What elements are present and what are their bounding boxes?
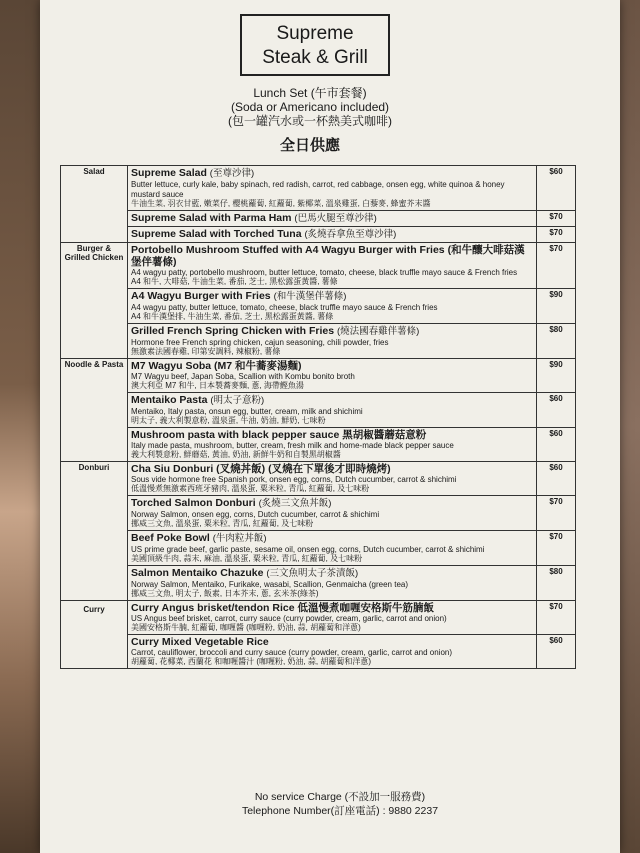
item-price: $80 — [537, 565, 576, 600]
lunch-set-info — [160, 86, 460, 128]
service-charge-note: No service Charge (不設加一服務費) — [254, 791, 426, 803]
item-desc: Carrot, cauliflower, broccoli and curry sauce (curry powder, cream, garlic, carrot and onion) — [131, 647, 453, 657]
item-name: A4 Wagyu Burger with Fries (和牛漢堡伴薯條) — [131, 289, 347, 302]
menu-row — [61, 226, 576, 242]
menu-item — [128, 565, 537, 600]
item-name: Mentaiko Pasta (明太子意粉) — [131, 393, 265, 406]
item-desc: A4 wagyu patty, butter lettuce, tomato, cheese, black truffle mayo sauce & French fries — [131, 302, 438, 312]
menu-row — [61, 210, 576, 226]
item-price: $70 — [537, 226, 576, 242]
item-name: Cha Siu Donburi (叉燒丼飯) (叉燒在下單後才即時燒烤) — [131, 462, 391, 475]
restaurant-name-line2: Steak & Grill — [262, 47, 368, 68]
item-desc-zh: 美國頂級牛肉, 蒜末, 麻油, 溫泉蛋, 粟米粒, 青瓜, 紅蘿蔔, 及七味粉 — [131, 554, 363, 563]
menu-item — [128, 323, 537, 358]
item-desc: A4 wagyu patty, portobello mushroom, butter lettuce, tomato, cheese, black truffle mayo sauce & French fries — [131, 267, 518, 277]
category-noodle: Noodle & Pasta — [61, 358, 128, 461]
item-desc-zh: 牛油生菜, 羽衣甘藍, 嫩菜仔, 櫻桃蘿蔔, 紅蘿蔔, 紫椰菜, 溫泉雞蛋, 白藜麥, 蜂蜜芥末醬 — [131, 199, 431, 208]
item-desc-zh: 明太子, 義大利製意粉, 溫泉蛋, 牛油, 奶油, 鮮奶, 七味粉 — [131, 416, 326, 425]
item-desc-zh: 胡蘿蔔, 花椰菜, 西蘭花 和咖喱醬汁 (咖喱粉, 奶油, 蒜, 胡蘿蔔和洋蔥) — [131, 657, 371, 666]
menu-item — [128, 634, 537, 668]
menu-item — [128, 600, 537, 634]
item-name: Torched Salmon Donburi (炙燒三文魚丼飯) — [131, 496, 332, 509]
item-desc-zh: 無激素法國春雞, 印第安調料, 辣椒粉, 薯條 — [131, 347, 281, 356]
item-price: $60 — [537, 461, 576, 495]
menu-item — [128, 358, 537, 392]
item-desc-zh: 義大利製意粉, 鮮蘑菇, 黃油, 奶油, 新鮮牛奶和自製黑胡椒醬 — [131, 450, 341, 459]
menu-item — [128, 242, 537, 288]
item-price: $60 — [537, 634, 576, 668]
item-desc-zh: 澳大利亞 M7 和牛, 日本製蕎麥麵, 蔥, 海帶鰹魚湯 — [131, 381, 304, 390]
item-desc: US prime grade beef, garlic paste, sesame oil, onsen egg, corns, Dutch cucumber, carrot & shichimi — [131, 544, 485, 554]
item-price: $60 — [537, 427, 576, 461]
lunch-set-drink-zh: (包一罐汽水或一杯熱美式咖啡) — [228, 114, 392, 128]
item-name: Salmon Mentaiko Chazuke (三文魚明太子茶漬飯) — [131, 566, 359, 579]
item-desc: Hormone free French spring chicken, cajun seasoning, chili powder, fries — [131, 337, 389, 347]
item-desc: Butter lettuce, curly kale, baby spinach, red radish, carrot, red cabbage, onsen egg, white quinoa & honey mustard sauce — [131, 180, 505, 199]
item-desc: Norway Salmon, onsen egg, corns, Dutch cucumber, carrot & shichimi — [131, 509, 380, 519]
item-name: Supreme Salad (至尊沙律) — [131, 167, 255, 179]
menu-row — [61, 427, 576, 461]
item-price: $70 — [537, 210, 576, 226]
telephone-number: Telephone Number(訂座電話) : 9880 2237 — [241, 805, 439, 817]
item-desc-zh: 美國安格斯牛腩, 紅蘿蔔, 咖喱醬 (咖喱粉, 奶油, 蒜, 胡蘿蔔和洋蔥) — [131, 623, 361, 632]
category-donburi: Donburi — [61, 461, 128, 600]
restaurant-name-line1: Supreme — [276, 23, 354, 44]
menu-item — [128, 166, 537, 211]
item-name: Grilled French Spring Chicken with Fries (燒法國春雞伴薯條) — [131, 324, 420, 337]
item-desc: Italy made pasta, mushroom, butter, cream, fresh milk and home-made black pepper sauce — [131, 440, 454, 450]
lunch-set-drink: (Soda or Americano included) — [230, 100, 390, 114]
item-desc: Sous vide hormone free Spanish pork, onsen egg, corns, Dutch cucumber, carrot & shichimi — [131, 474, 457, 484]
menu-item — [128, 392, 537, 427]
footer — [180, 790, 500, 818]
item-price: $60 — [537, 392, 576, 427]
menu-row — [61, 166, 576, 211]
item-name: Beef Poke Bowl (牛肉粒丼飯) — [131, 531, 267, 544]
menu-row — [61, 634, 576, 668]
menu-item — [128, 210, 537, 226]
item-price: $90 — [537, 358, 576, 392]
item-price: $70 — [537, 495, 576, 530]
menu-row — [61, 495, 576, 530]
all-day-heading: 全日供應 — [279, 137, 340, 154]
lunch-set-title: Lunch Set (午市套餐) — [253, 86, 367, 100]
menu-paper — [40, 0, 620, 853]
menu-row — [61, 392, 576, 427]
menu-row — [61, 530, 576, 565]
item-name: Supreme Salad with Torched Tuna (炙燒吞拿魚至尊沙律) — [131, 227, 397, 240]
category-salad: Salad — [61, 166, 128, 243]
menu-item — [128, 461, 537, 495]
menu-item — [128, 495, 537, 530]
item-name: Curry Angus brisket/tendon Rice 低溫慢煮咖喱安格斯牛筋腩飯 — [131, 601, 434, 614]
menu-row — [61, 323, 576, 358]
item-desc-zh: 低溫慢煮無激素西班牙豬肉, 溫泉蛋, 粟米粒, 青瓜, 紅蘿蔔, 及七味粉 — [131, 484, 370, 493]
item-name: Curry Mixed Vegetable Rice — [131, 635, 269, 648]
menu-row — [61, 565, 576, 600]
item-desc: US Angus beef brisket, carrot, curry sauce (curry powder, cream, garlic, carrot and onion) — [131, 613, 447, 623]
item-desc: Norway Salmon, Mentaiko, Furikake, wasabi, Scallion, Genmaicha (green tea) — [131, 579, 409, 589]
item-desc: M7 Wagyu beef, Japan Soba, Scallion with Kombu bonito broth — [131, 371, 355, 381]
item-name: Supreme Salad with Parma Ham (巴馬火腿至尊沙律) — [131, 211, 377, 224]
item-desc-zh: A4 和牛漢堡排, 牛油生菜, 番茄, 芝士, 黑松露蛋黃醬, 薯條 — [131, 312, 334, 321]
item-price: $80 — [537, 323, 576, 358]
menu-row — [61, 461, 576, 495]
item-desc-zh: 挪威三文魚, 溫泉蛋, 粟米粒, 青瓜, 紅蘿蔔, 及七味粉 — [131, 519, 314, 528]
menu-table — [60, 165, 576, 669]
item-name: Portobello Mushroom Stuffed with A4 Wagyu Burger with Fries (和牛釀大啡菇漢堡伴薯條) — [131, 243, 525, 268]
menu-row — [61, 242, 576, 288]
item-price: $90 — [537, 288, 576, 323]
menu-item — [128, 226, 537, 242]
item-name: M7 Wagyu Soba (M7 和牛蕎麥湯麵) — [131, 359, 302, 372]
menu-item — [128, 427, 537, 461]
item-desc-zh: 挪威三文魚, 明太子, 飯素, 日本芥末, 蔥, 玄米茶(綠茶) — [131, 589, 319, 598]
item-price: $70 — [537, 242, 576, 288]
menu-row — [61, 288, 576, 323]
menu-item — [128, 530, 537, 565]
item-price: $70 — [537, 600, 576, 634]
menu-item — [128, 288, 537, 323]
category-burger: Burger & Grilled Chicken — [61, 242, 128, 358]
item-name: Mushroom pasta with black pepper sauce 黑胡椒醬蘑菇意粉 — [131, 428, 427, 441]
item-price: $70 — [537, 530, 576, 565]
restaurant-title-box — [240, 14, 390, 76]
item-desc: Mentaiko, Italy pasta, onsun egg, butter, cream, milk and shichimi — [131, 406, 363, 416]
menu-row — [61, 358, 576, 392]
menu-row — [61, 600, 576, 634]
item-desc-zh: A4 和牛, 大啡菇, 牛油生菜, 番茄, 芝士, 黑松露蛋黃醬, 薯條 — [131, 277, 338, 286]
category-curry: Curry — [61, 600, 128, 668]
item-price: $60 — [537, 166, 576, 211]
